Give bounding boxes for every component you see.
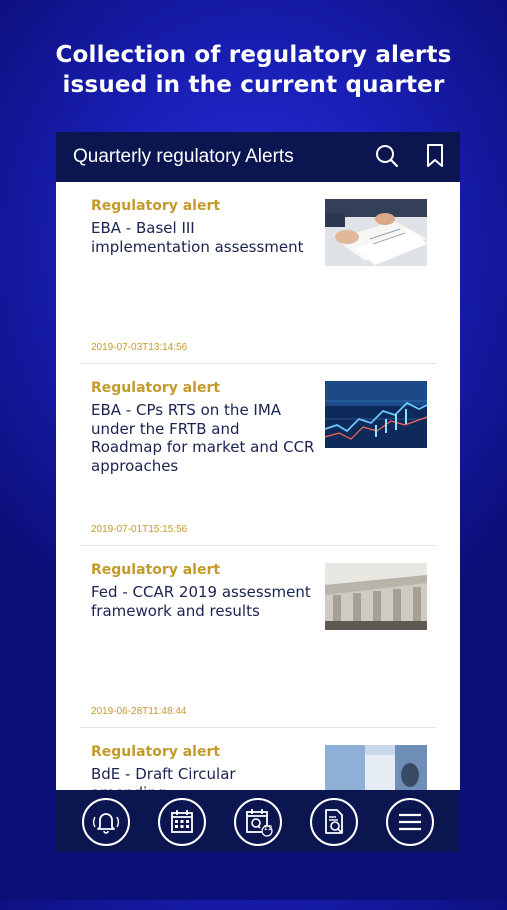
alert-thumbnail[interactable] [325,381,427,448]
promo-headline [0,40,507,100]
stock-chart-image [325,381,427,448]
nav-quarterly-button[interactable] [234,798,282,846]
search-button[interactable] [373,142,401,170]
nav-alerts-button[interactable] [82,798,130,846]
alert-title[interactable]: Fed - CCAR 2019 assessment framework and results [91,583,311,620]
app-header [56,132,460,182]
alert-card[interactable] [80,182,437,364]
bookmark-icon [422,142,450,170]
alert-card[interactable] [80,546,437,728]
page-title: Quarterly regulatory Alerts [73,146,294,167]
nav-menu-button[interactable] [386,798,434,846]
alert-thumbnail[interactable] [325,199,427,266]
alert-title[interactable]: BdE - Draft Circular [91,765,236,783]
menu-icon [393,805,427,839]
calendar-icon [165,805,199,839]
promo-headline-line2: issued in the current quarter [62,72,445,98]
nav-badge: 12 [263,824,273,832]
alert-thumbnail[interactable] [325,563,427,630]
alerts-list[interactable] [56,182,460,790]
nav-calendar-button[interactable] [158,798,206,846]
building-columns-image [325,563,427,630]
nav-document-search-button[interactable] [310,798,358,846]
quarterly-calendar-icon [241,805,275,839]
bottom-navigation [56,790,460,852]
alerts-bell-icon [89,805,123,839]
alert-date: 2019-07-01T15:15:56 [91,524,188,535]
documents-meeting-image [325,199,427,266]
alert-category: Regulatory alert [91,744,221,760]
search-icon [373,142,401,170]
alert-title[interactable]: EBA - CPs RTS on the IMA under the FRTB and Roadmap for market and CCR approaches [91,401,315,475]
alert-title[interactable]: EBA - Basel III implementation assessment [91,219,304,256]
alert-date: 2019-07-03T13:14:56 [91,342,188,353]
alert-category: Regulatory alert [91,380,221,396]
bookmark-button[interactable] [422,142,450,170]
app-screen [56,132,460,852]
alert-category: Regulatory alert [91,198,221,214]
alert-category: Regulatory alert [91,562,221,578]
alert-card[interactable] [80,364,437,546]
document-search-icon [317,805,351,839]
promo-headline-line1: Collection of regulatory alerts [55,42,452,68]
alert-date: 2019-06-28T11:48:44 [91,706,187,717]
